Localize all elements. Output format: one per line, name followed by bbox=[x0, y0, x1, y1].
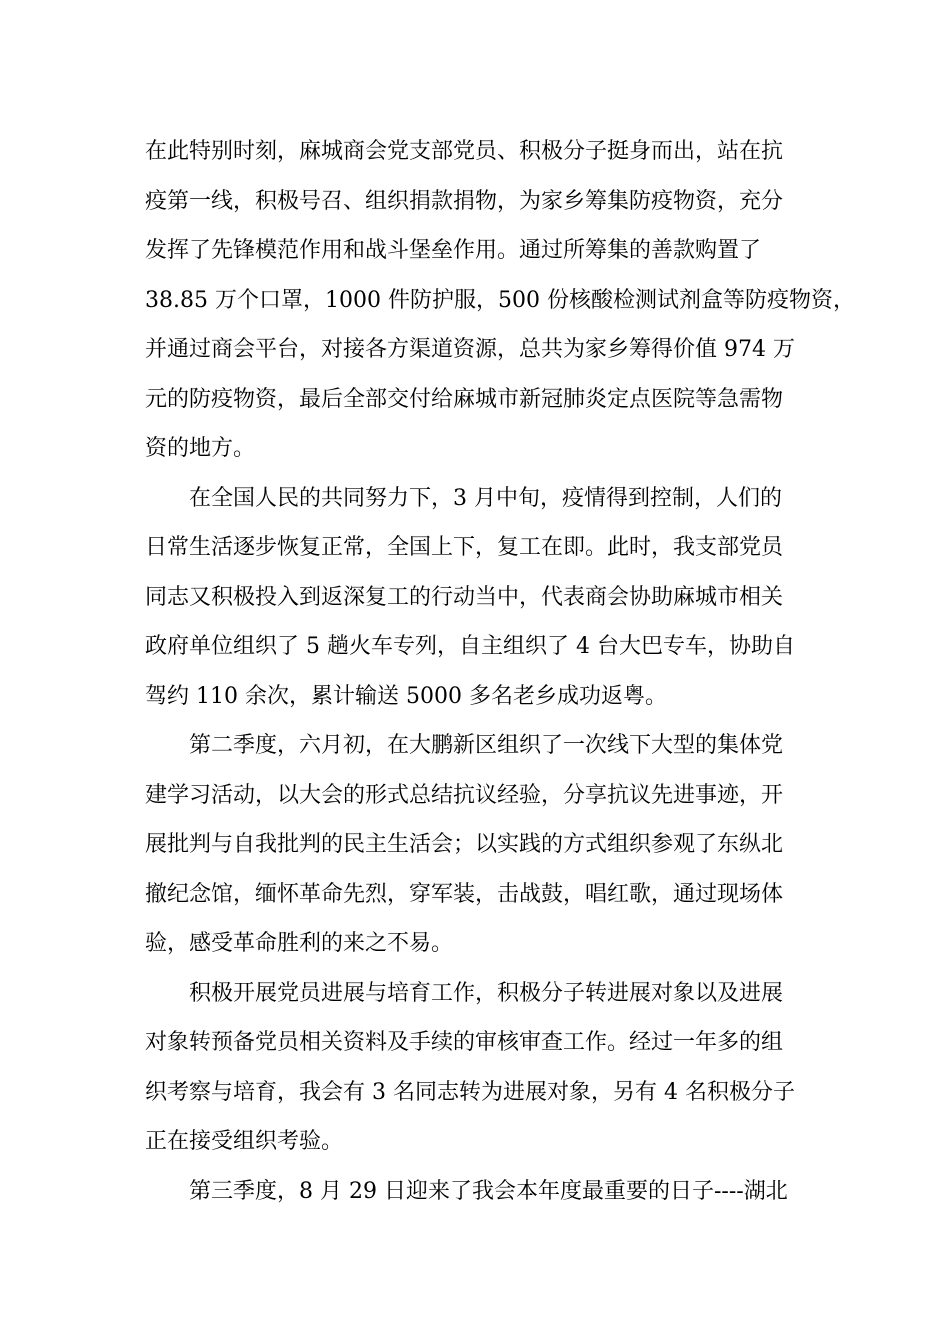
text-line: 第二季度，六月初，在大鹏新区组织了一次线下大型的集体党 bbox=[189, 733, 784, 758]
text-line: 同志又积极投入到返深复工的行动当中，代表商会协助麻城市相关 bbox=[145, 584, 784, 610]
text-line: 正在接受组织考验。 bbox=[145, 1129, 344, 1154]
paragraph-1 bbox=[145, 127, 855, 474]
text-line: 对象转预备党员相关资料及手续的审核审查工作。经过一年多的组 bbox=[145, 1030, 784, 1055]
text-line: 验，感受革命胜利的来之不易。 bbox=[145, 931, 454, 956]
text-line: 第三季度，8 月 29 日迎来了我会本年度最重要的日子----湖北 bbox=[189, 1178, 788, 1204]
text-line: 并通过商会平台，对接各方渠道资源，总共为家乡筹得价值 974 万 bbox=[145, 337, 795, 362]
text-line: 日常生活逐步恢复正常，全国上下，复工在即。此时，我支部党员 bbox=[145, 535, 784, 560]
text-line: 建学习活动，以大会的形式总结抗议经验，分享抗议先进事迹，开 bbox=[145, 782, 784, 808]
text-line: 在此特别时刻，麻城商会党支部党员、积极分子挺身而出，站在抗 bbox=[145, 139, 784, 164]
text-line: 资的地方。 bbox=[145, 436, 256, 461]
text-line: 织考察与培育，我会有 3 名同志转为进展对象，另有 4 名积极分子 bbox=[145, 1079, 795, 1105]
text-line: 政府单位组织了 5 趟火车专列，自主组织了 4 台大巴专车，协助自 bbox=[145, 634, 795, 659]
text-line: 驾约 110 余次，累计输送 5000 多名老乡成功返粤。 bbox=[145, 683, 667, 709]
text-line: 展批判与自我批判的民主生活会；以实践的方式组织参观了东纵北 bbox=[145, 832, 784, 857]
paragraph-3 bbox=[145, 721, 825, 969]
text-line: 疫第一线，积极号召、组织捐款捐物，为家乡筹集防疫物资，充分 bbox=[145, 188, 784, 214]
paragraph-4 bbox=[145, 969, 825, 1167]
paragraph-5 bbox=[145, 1167, 825, 1217]
text-line: 在全国人民的共同努力下，3 月中旬，疫情得到控制，人们的 bbox=[189, 485, 782, 511]
text-line: 撤纪念馆，缅怀革命先烈，穿军装，击战鼓，唱红歌，通过现场体 bbox=[145, 881, 784, 907]
text-line: 发挥了先锋模范作用和战斗堡垒作用。通过所筹集的善款购置了 bbox=[145, 238, 762, 263]
text-line: 元的防疫物资，最后全部交付给麻城市新冠肺炎定点医院等急需物 bbox=[145, 386, 784, 412]
paragraph-2 bbox=[145, 474, 825, 722]
text-line: 38.85 万个口罩，1000 件防护服，500 份核酸检测试剂盒等防疫物资， bbox=[145, 287, 855, 313]
text-line: 积极开展党员进展与培育工作，积极分子转进展对象以及进展 bbox=[189, 980, 784, 1006]
document-body bbox=[145, 127, 855, 1216]
